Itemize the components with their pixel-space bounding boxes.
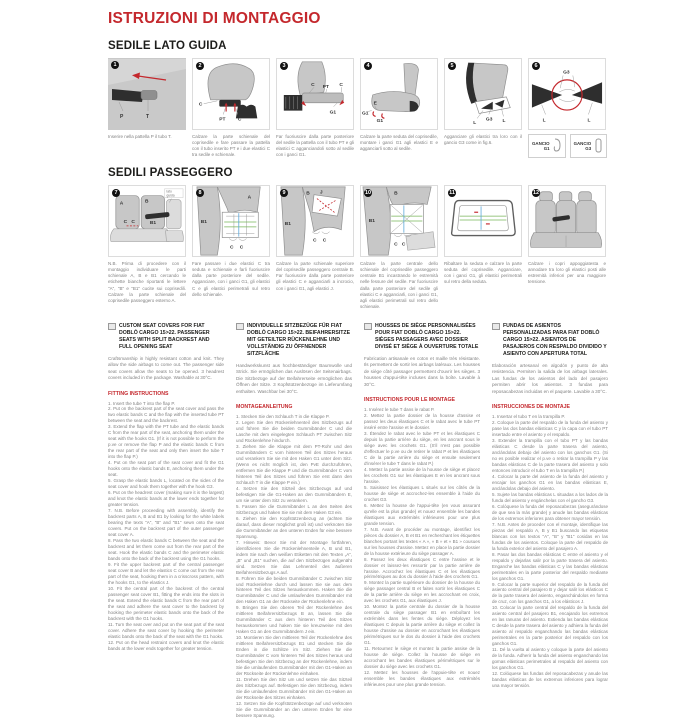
product-heading-es: FUNDAS DE ASIENTOS PERSONALIZADAS PARA FIAT DOBLÒ CARGO 15>22. ASIENTOS DE PASAJEROS CON RESPALDO DIVIDIDO Y ASIENTO CON APERTURA TOTAL bbox=[492, 323, 608, 358]
seat-cushion-cover-illustration bbox=[361, 59, 437, 129]
instruction-step: 1. Insérez le tube T dans le rabat P. bbox=[364, 406, 435, 412]
svg-text:A: A bbox=[247, 195, 252, 201]
instruction-step: 2. Legen Sie den Rückenlehnenteil des Sitzbezugs auf und führen Sie die beiden Gummibänder C und die Lasche mit dem eingelegten Schlauch PT zwischen Sitz und Rückenlehne hindurch. bbox=[236, 419, 352, 443]
step-number-badge: 8 bbox=[196, 189, 204, 197]
step-6-illustration bbox=[528, 58, 606, 130]
step-2-illustration bbox=[192, 58, 270, 130]
instruction-step: 8. Pasar las dos bandas elásticas C entre el asiento y el respaldo y dejarlas salir por la parte trasera del asiento. Enganche las bandas elásticas C y las bandas elásticas perimetrales en la parte posterior del respaldo mediante los ganchos G1. bbox=[492, 551, 608, 581]
instruction-step: 12. Colóquese las fundas del reposacabezas y anude las bandas elásticas de los extremos inferiores para lograr una mayor tensión. bbox=[492, 671, 608, 689]
step-number-badge: 3 bbox=[280, 62, 288, 70]
flag-icon bbox=[364, 323, 372, 330]
svg-text:G1: G1 bbox=[376, 119, 384, 125]
central-backrest-illustration bbox=[361, 186, 437, 256]
step-caption: Calzare la parte seduta del coprisedile, montare i ganci G1 agli elastici E e agganciarli sotto al sedile. bbox=[360, 134, 438, 152]
driver-steps-row bbox=[108, 58, 608, 158]
driver-section-title: SEDILE LATO GUIDA bbox=[108, 40, 227, 52]
instruction-step: 6. Mettez la housse de l'appui-tête (en vous assurant qu'elle est la plus grande) et nouez ensemble les bandes élastiques aux extrémités inférieures pour une plus grande tension. bbox=[364, 502, 480, 526]
instruction-step: 11. Turn the seat over and put on the seat part of the seat cover. Adhere the seat cover by hooking the perimeter elastic bands onto the back of the seat with the G1 hooks. bbox=[108, 621, 224, 639]
step-caption: Calzare la parte centrale dello schienale del coprisedile passeggero centrale B1 incastrando le estremità nelle fessure del sedile. Far fuoriuscire dalla parte posteriore del sedile gli elastici C e agganciarli, con i ganci G1, agli elastici perimetrali sul retro dello schienale. bbox=[360, 261, 438, 309]
product-intro-en: Craftsmanship in highly resistant cotton and knit. They allow the side airbags to come out. The passenger side seat covers allow the seats to be opened. 3 headrest covers included in the package. Washable at 30°C. bbox=[108, 355, 224, 381]
step-caption: Calzare i copri appoggiatesta e annodare tra loro gli elastici posti alle estremità inferiori per una maggiore tensione. bbox=[528, 261, 606, 285]
step-caption: Ribaltare la seduta e calzare la parte seduta del coprisedile. Agganciare, con i ganci G1, gli elastici perimetrali sul retro della seduta. bbox=[444, 261, 522, 285]
rear-elastics-illustration bbox=[193, 186, 269, 256]
instructions-title-es: INSTRUCCIONES DE MONTAJE bbox=[492, 403, 571, 410]
instruction-step: 11. Retournez le siège et montez la partie assise de la housse de siège. Collez la housse de siège en accrochant les bandes élastiques périmétriques sur le dossier du siège avec les crochets G1. bbox=[364, 646, 480, 670]
hook-g3-icon bbox=[594, 138, 603, 154]
instructions-title-de: MONTAGEANLEITUNG bbox=[236, 403, 293, 410]
step-caption: Inserire nella pattella P il tubo T. bbox=[108, 134, 172, 139]
svg-text:C: C bbox=[237, 117, 242, 123]
instruction-step: 1. Stecken Sie den Schlauch T in die Klappe P. bbox=[236, 413, 330, 419]
step-7-illustration bbox=[108, 185, 186, 257]
instruction-steps-es bbox=[492, 414, 608, 689]
step-panel-10 bbox=[360, 185, 438, 310]
svg-text:J: J bbox=[319, 190, 323, 196]
step-panel-9 bbox=[276, 185, 354, 310]
instruction-step: 12. Put on the head restraint covers and knot the elastic bands at the lower ends together for greater tension. bbox=[108, 639, 224, 651]
hook-g1-box bbox=[528, 134, 566, 158]
instruction-step: 8. Führen Sie die beiden Gummibänder C zwischen Sitz und Rückenlehne durch und lassen Sie sie aus dem hinteren Teil des Sitzes herauskommen. Haken Sie die Gummibänder C und die umlaufenden Gummibänder mit den Haken G1 an der Rückseite der Rückenlehne ein. bbox=[236, 575, 352, 605]
svg-text:P: P bbox=[120, 114, 124, 120]
language-column-de bbox=[236, 323, 352, 719]
instruction-step: 4. Mettez la partie assise de la housse de siège et placez les crochets G1 sur les élastiques E en les ancrant sous l'assise. bbox=[364, 466, 480, 484]
instruction-step: 11. Drehen Sie den Sitz um und setzen Sie das Sitzteil des Sitzbezugs auf. Befestigen Sie den Sitzbezug, indem Sie die umlaufenden Gummibänder mit den G1-Haken an der Rückseite des Sitzes einhaken. bbox=[236, 677, 352, 701]
step-3-illustration bbox=[276, 58, 354, 130]
hook-g3-detail-illustration bbox=[529, 59, 605, 129]
instruction-step: 4. Setzen Sie den Sitzteil des Sitzbezugs auf und befestigen Sie die G1-Haken an den Gummibändern E, um sie unter dem Sitz zu verankern. bbox=[236, 485, 352, 503]
backrest-cover-illustration bbox=[193, 59, 269, 129]
hook-g3-code: G3 bbox=[585, 146, 592, 151]
instruction-step: 6. Colóquese la funda del reposacabezas (asegurándose de que sea la más grande) y anude las bandas elásticas de los extremos inferiores para obtener mayor tensión. bbox=[492, 503, 608, 521]
svg-text:G1: G1 bbox=[329, 110, 337, 116]
svg-text:C: C bbox=[401, 242, 406, 248]
page-title: ISTRUZIONI DI MONTAGGIO bbox=[108, 10, 321, 27]
instruction-step: 12. Mettez les housses de l'appuie-tête et nouez ensemble les bandes élastiques aux extrémités inférieures pour une plus grande tension. bbox=[364, 670, 480, 688]
svg-text:B1: B1 bbox=[200, 220, 208, 226]
hook-g1-icon bbox=[553, 138, 562, 154]
step-caption: Agganciare gli elastici tra loro con il gancio G3 come in fig.6. bbox=[444, 134, 522, 146]
svg-text:C: C bbox=[198, 102, 203, 108]
hook-g3-name: GANCIO bbox=[573, 140, 592, 146]
instruction-step: 12. Setzen Sie die Kopfstützenbezüge auf und verknoten Sie die Gummibänder an den unteren Enden für eine bessere Spannung. bbox=[236, 701, 352, 719]
language-column-es bbox=[492, 323, 608, 719]
step-10-illustration bbox=[360, 185, 438, 257]
instruction-step: 7. N.B. Avant de procéder au montage, identifiez les pièces du dossier A, B et B1 en recherchant les étiquettes blanches portant les textes « A », « B » et « B1 » cousues sur les housses d'assise. Mettez en place la partie dossier de la housse extérieure du siège passager A. bbox=[364, 526, 480, 556]
step-number-badge: 5 bbox=[448, 62, 456, 70]
passenger-section-title: SEDILI PASSEGGERO bbox=[108, 167, 233, 180]
svg-text:PT: PT bbox=[322, 85, 330, 91]
step-panel-7 bbox=[108, 185, 186, 310]
step-panel-1 bbox=[108, 58, 186, 158]
svg-text:PT: PT bbox=[219, 117, 226, 123]
step-number-badge: 7 bbox=[112, 189, 120, 197]
step-panel-12 bbox=[528, 185, 606, 310]
svg-text:C: C bbox=[322, 238, 327, 244]
svg-text:C: C bbox=[123, 220, 128, 226]
instruction-step: 9. Colocar la parte superior del respaldo de la funda del asiento central del pasajero B y dejar salir los elásticos C de la parte trasera del asiento, enganchándolos en forma de cruz, con los ganchos G1, a los elásticos J. bbox=[492, 581, 608, 605]
instruction-step: 5. Grasp the elastic bands L, located on the sides of the seat cover and hook them together with the hook G3. bbox=[108, 478, 224, 490]
product-intro-de: Handwerkskunst aus hochbeständiger Baumwolle und Strick. Sie ermöglichen das Auslösen der Seitenairbags. Die Sitzbezüge auf der Beifahrerseite ermöglichen das Öffnen der Sitze. 3 Kopfstützenbezüge im Lieferumfang enthalten. Waschbar bei 30°C. bbox=[236, 362, 352, 394]
instruction-steps-en bbox=[108, 401, 224, 652]
instruction-step: 10. Fit the central part of the backrest of the central passenger seat cover B1, fitting the ends into the slots in the seat. Extend the elastic bands C from the rear part of the seat and adhere the seat cover to the backrest by hooking the perimeter elastic bands onto the back of the backrest with the G1 hooks. bbox=[108, 586, 224, 621]
svg-text:B1: B1 bbox=[149, 221, 157, 227]
step-12-illustration bbox=[528, 185, 606, 257]
svg-text:G1: G1 bbox=[361, 111, 369, 117]
instruction-step: 2. Coloque la parte del respaldo de la funda del asiento y pase las dos bandas elásticas C y la capa con el tubo PT insertado entre el asiento y el respaldo. bbox=[492, 419, 608, 437]
flag-icon bbox=[492, 323, 500, 330]
step-1-illustration bbox=[108, 58, 186, 130]
seat-rear-flap-illustration bbox=[277, 59, 353, 129]
step-panel-2 bbox=[192, 58, 270, 158]
hook-g3-box bbox=[570, 134, 608, 158]
step-8-illustration bbox=[192, 185, 270, 257]
svg-text:C: C bbox=[131, 220, 135, 226]
step-number-badge: 9 bbox=[280, 189, 288, 197]
step-panel-8 bbox=[192, 185, 270, 310]
svg-text:guida: guida bbox=[166, 193, 175, 198]
svg-text:L: L bbox=[502, 119, 506, 125]
language-columns bbox=[108, 323, 608, 719]
full-bench-covers-illustration bbox=[529, 186, 605, 256]
step-number-badge: 1 bbox=[111, 61, 119, 69]
instruction-step: 7. Hinweis: Bevor Sie mit der Montage fortfahren, identifizieren Sie die Rückenlehnenteile A, B und B1, indem Sie nach den weißen Etiketten mit den Texten „A“, „B“ und „B1“ suchen, die auf den Sitzbezügen aufgenäht sind. Setzen Sie das Lehnenteil des äußeren Beifahrersitzbezugs A auf. bbox=[236, 539, 352, 575]
step-11-illustration bbox=[444, 185, 522, 257]
svg-text:L: L bbox=[542, 118, 546, 124]
language-column-fr bbox=[364, 323, 480, 719]
instruction-step: 10. Colocar la parte central del respaldo de la funda del asiento central del pasajero B1, encajando los extremos en las ranuras del asiento. Extienda las bandas elásticas C desde la parte trasera del asiento y adhiera la funda del asiento al respaldo enganchando las bandas elásticas perimetrales en la parte posterior del respaldo con los ganchos G1. bbox=[492, 605, 608, 647]
instruction-step: 5. Saisissez les élastiques L situés sur les côtés de la housse de siège et accrochez-les ensemble à l'aide du crochet G3. bbox=[364, 484, 480, 502]
instruction-steps-fr bbox=[364, 407, 480, 688]
product-heading-fr: HOUSSES DE SIÈGE PERSONNALISÉES POUR FIAT DOBLÒ CARGO 15>22. SIÈGES PASSAGERS AVEC DOSSIER DIVISÉ ET SIÈGE À OUVERTURE TOTALE bbox=[364, 323, 480, 351]
passenger-steps-row bbox=[108, 185, 608, 310]
instruction-step: 3. Étendez le rabat avec le tube PT et les élastiques C depuis la partie arrière du siège, en les ancrant sous le siège avec les crochets G1. (S'il n'est pas possible d'effectuer le p.ve ou de retirer le rabat P et les élastiques C de la partie arrière du siège et ensuite seulement d'insérer le tube T dans le rabat P.) bbox=[364, 430, 480, 466]
svg-text:A: A bbox=[119, 201, 124, 207]
instruction-step: 5. Fassen Sie die Gummibänder L an den Seiten des Sitzbezugs und haken Sie sie mit dem Haken G3 ein. bbox=[236, 503, 352, 515]
seat-base-flipped-illustration bbox=[445, 186, 521, 256]
instruction-steps-de bbox=[236, 414, 352, 719]
instruction-step: 6. Ziehen Sie den Kopfstützenbezug an (achten Sie darauf, dass dieser möglichst groß ist) und verknoten Sie die Gummibänder an den unteren Enden für eine bessere Spannung. bbox=[236, 515, 352, 539]
svg-text:B1: B1 bbox=[284, 222, 292, 228]
product-intro-es: Elaboración artesanal en algodón y punto de alta resistencia. Permiten la salida de los airbags laterales. Las fundas de los asientos del lado del pasajero permiten abrir los asientos. 3 fundas para reposacabezas incluidas en el paquete. Lavable a 30°C. bbox=[492, 362, 608, 394]
instruction-step: 8. Passez les deux élastiques C entre l'assise et le dossier et laissez-les ressortir par la partie arrière de l'assise. Accrochez les élastiques C et les élastiques périmétriques au dos du dossier à l'aide des crochets G1. bbox=[364, 556, 480, 580]
instruction-step: 8. Pass the two elastic bands C between the seat and the backrest and let them come out from the rear part of the seat. Hook the elastic bands C and the perimeter elastic bands onto the back of the backrest using the G1 hooks. bbox=[108, 538, 224, 562]
svg-text:C: C bbox=[230, 245, 234, 251]
flag-icon bbox=[108, 323, 116, 330]
instructions-title-en: FITTING INSTRUCTIONS bbox=[108, 390, 169, 397]
seat-flap-tube-illustration bbox=[108, 58, 186, 130]
product-heading-en: CUSTOM SEAT COVERS FOR FIAT DOBLÒ CARGO 15>22. PASSENGER SEATS WITH SPLIT BACKREST AND FULL OPENING SEAT bbox=[108, 323, 224, 351]
backrest-rear-straps-illustration bbox=[445, 59, 521, 129]
instruction-step: 10. Montieren Sie den mittleren Teil der Rückenlehne des mittleren Beifahrersitzbezugs B1 und stecken Sie die Enden in die Schlitze im Sitz. Ziehen Sie die Gummibänder C vom hinteren Teil des Sitzes heraus und befestigen Sie den Sitzbezug an der Rückenlehne, indem Sie die umlaufenden Gummibänder mit den G1-Haken an der Rückseite der Rückenlehne einhaken. bbox=[236, 635, 352, 677]
svg-text:C: C bbox=[239, 245, 244, 251]
svg-text:E: E bbox=[373, 101, 377, 107]
svg-text:C: C bbox=[313, 238, 317, 244]
language-column-en bbox=[108, 323, 224, 719]
svg-text:B: B bbox=[394, 191, 398, 197]
step-caption: Calzare la parte schienale del coprisedile e fare passare la pattella con il tubo inserito PT e i due elastici C tra sedile e schienale. bbox=[192, 134, 270, 158]
instructions-title-fr: INSTRUCTIONS POUR LE MONTAGE bbox=[364, 396, 455, 403]
svg-text:B1: B1 bbox=[368, 219, 376, 225]
step-panel-11 bbox=[444, 185, 522, 310]
svg-text:C: C bbox=[394, 242, 398, 248]
svg-text:B: B bbox=[306, 191, 310, 197]
svg-text:G3: G3 bbox=[563, 70, 570, 76]
instruction-step: 3. Ziehen Sie die Klappe mit dem PT-Rohr und den Gummibändern C vom hinteren Teil des Sitzes heraus und verankern Sie sie mit den Haken G1 unter dem Sitz. (Wenn es nicht möglich ist, den PvE durchzuführen, entfernen Sie die Klappe P und die Gummibänder C vom hinteren Teil des Sitzes und führen Sie erst dann den Schlauch T in die Klappe P ein.) bbox=[236, 443, 352, 485]
svg-text:C: C bbox=[311, 83, 315, 89]
step-4-illustration bbox=[360, 58, 438, 130]
svg-text:C: C bbox=[339, 83, 343, 89]
step-number-badge: 10 bbox=[365, 190, 372, 197]
svg-text:L: L bbox=[473, 121, 477, 127]
instruction-step: 9. Bringen Sie den oberen Teil der Rückenlehne des mittleren Beifahrersitzbezugs B an, lassen Sie die Gummibänder C aus dem hinteren Teil des Sitzes herauskommen und haken Sie sie kreuzweise mit den Haken G1 an den Gummibändern J ein. bbox=[236, 605, 352, 635]
instruction-step: 2. Put on the backrest part of the seat cover and pass the two elastic bands C and the flap with the inserted tube PT between the seat and the backrest. bbox=[108, 406, 224, 424]
instruction-step: 5. Sujete las bandas elásticas L situadas a los lados de la funda del asiento y engánchelas con el gancho G3. bbox=[492, 491, 608, 503]
svg-text:L: L bbox=[587, 118, 591, 124]
step-caption: Calzare la parte schienale superiore del coprisedile passeggero centrale B. Far fuoriuscire dalla parte posteriore gli elastici C e agganciarli a incrocio, con i ganci G1, agli elastici J. bbox=[276, 261, 354, 291]
product-intro-fr: Fabrication artisanale en coton et maille très résistante. Ils permettent de sortir les airbags latéraux. Les housses de siège côté passager permettent d'ouvrir les sièges. 3 housses d'appui-tête incluses dans la boîte. Lavable à 30°C. bbox=[364, 355, 480, 387]
instruction-step: 9. Fit the upper backrest part of the central passenger seat cover B and let the elastics C come out from the rear part of the seat, hooking them in a crisscross pattern, with the hooks G1, to the elastics J. bbox=[108, 562, 224, 586]
svg-text:lato: lato bbox=[166, 189, 172, 194]
step-number-badge: 6 bbox=[532, 62, 540, 70]
step-9-illustration bbox=[276, 185, 354, 257]
instruction-step: 7. N.B. Antes de proceder con el montaje, identifique las piezas del respaldo A, B y B1 buscando las etiquetas blancas con los textos "A", "B" y "B1" cosidas en las fundas de los asientos. Coloque la parte del respaldo de la funda exterior del asiento del pasajero A. bbox=[492, 521, 608, 551]
instruction-step: 7. N.B. Before proceeding with assembly, identify the backrest parts A, B and B1 by looking for the white labels bearing the texts "A", "B" and "B1" sewn onto the seat covers. Put on the backrest part of the outer passenger seat cover A. bbox=[108, 508, 224, 538]
instruction-step: 1. Insert the tube T into the flap P. bbox=[108, 400, 176, 406]
instruction-step: 11. Dé la vuelta al asiento y coloque la parte del asiento de la funda. Adherir la funda del asiento enganchando las gomas elásticas perimetrales al respaldo del asiento con los ganchos G1. bbox=[492, 647, 608, 671]
step-panel-5 bbox=[444, 58, 522, 158]
hook-legend bbox=[528, 134, 606, 158]
flag-icon bbox=[236, 323, 244, 330]
instruction-step: 3. Extender la trampilla con el tubo PT y las bandas elásticas C desde la parte trasera del asiento, anclándolas debajo del asiento con los ganchos G1. (Si no es posible realizar el p.ve o retirar la trampilla P y las bandas elásticas C de la parte trasera del asiento y solo entonces introducir el tubo T en la trampilla P.) bbox=[492, 437, 608, 473]
svg-text:G3: G3 bbox=[485, 117, 493, 123]
instruction-step: 1. Insertar el tubo T en la trampilla P. bbox=[492, 413, 566, 419]
instruction-step: 9. Montez la partie supérieure du dossier de la housse du siège passager central B et faites sortir les élastiques C de la partie arrière du siège en les accrochant en croix, avec les crochets G1, aux élastiques J. bbox=[364, 580, 480, 604]
svg-text:B: B bbox=[145, 199, 149, 205]
svg-text:T: T bbox=[146, 114, 150, 120]
product-heading-de: INDIVIDUELLE SITZBEZÜGE FÜR FIAT DOBLÒ CARGO 15>22. BEIFAHRERSITZE MIT GETEILTER RÜCKENLEHNE UND VOLLSTÄNDIG ZU ÖFFNENDER SITZFLÄCHE bbox=[236, 323, 352, 358]
step-number-badge: 2 bbox=[196, 62, 204, 70]
hook-g1-name: GANCIO bbox=[532, 140, 550, 146]
bench-seat-labels-illustration bbox=[109, 186, 185, 256]
step-caption: N.B. Prima di procedere con il montaggio individuare le parti schienale A, B e B1 cercando le etichette bianche riportanti le lettere "A", "B" e "B1" cucite sui coprisedili. Calzare la parte schienale del coprisedile passeggero esterno A. bbox=[108, 261, 186, 303]
step-panel-6 bbox=[528, 58, 606, 158]
instruction-step: 10. Montez la partie centrale du dossier de la housse centrale du siège passager B1 en emboîtant les extrémités dans les fentes du siège. Déployez les élastiques C depuis la partie arrière du siège et collez la housse d'assise au dossier en accrochant les élastiques périmétriques sur le dos du dossier à l'aide des crochets G1. bbox=[364, 604, 480, 646]
step-caption: Far fuoriuscire dalla parte posteriore del sedile la pattella con il tubo PT e gli elastici C agganciandoli sotto al sedile con i ganci G1. bbox=[276, 134, 354, 158]
instruction-step: 3. Extend the flap with the PT tube and the elastic bands C from the rear part of the seat, anchoring them under the seat with the hooks G1. (If it is not possible to perform the p.ve or remove the flap P and the elastic bands C from the rear part of the seat and only then insert the tube T into the flap P.) bbox=[108, 424, 224, 460]
instruction-step: 4. Put on the seat part of the seat cover and fit the G1 hooks onto the elastic bands E, anchoring them under the seat. bbox=[108, 460, 224, 478]
step-panel-4 bbox=[360, 58, 438, 158]
step-number-badge: 12 bbox=[533, 190, 540, 197]
step-panel-3 bbox=[276, 58, 354, 158]
instruction-step: 4. Colocar la parte del asiento de la funda del asiento y encajar los ganchos G1 en las bandas elásticas E, anclándolas debajo del asiento. bbox=[492, 473, 608, 491]
instruction-step: 2. Mettez la partie dossier de la housse d'assise et passez les deux élastiques C et le rabat avec le tube PT inséré entre l'assise et le dossier. bbox=[364, 412, 480, 430]
step-caption: Fare passare i due elastici C tra seduta e schienale e farli fuoriuscire dalla parte posteriore del sedile. Agganciare, con i ganci G1, gli elastici C e gli elastici perimetrali sul retro dello schienale. bbox=[192, 261, 270, 297]
crossed-elastics-illustration bbox=[277, 186, 353, 256]
step-5-illustration bbox=[444, 58, 522, 130]
step-number-badge: 11 bbox=[449, 190, 455, 197]
hook-g1-code: G1 bbox=[543, 146, 550, 151]
step-number-badge: 4 bbox=[364, 62, 372, 70]
instruction-step: 6. Put on the headrest cover (making sure it is the largest) and knot the elastic bands at the lower ends together for greater tension. bbox=[108, 490, 224, 508]
